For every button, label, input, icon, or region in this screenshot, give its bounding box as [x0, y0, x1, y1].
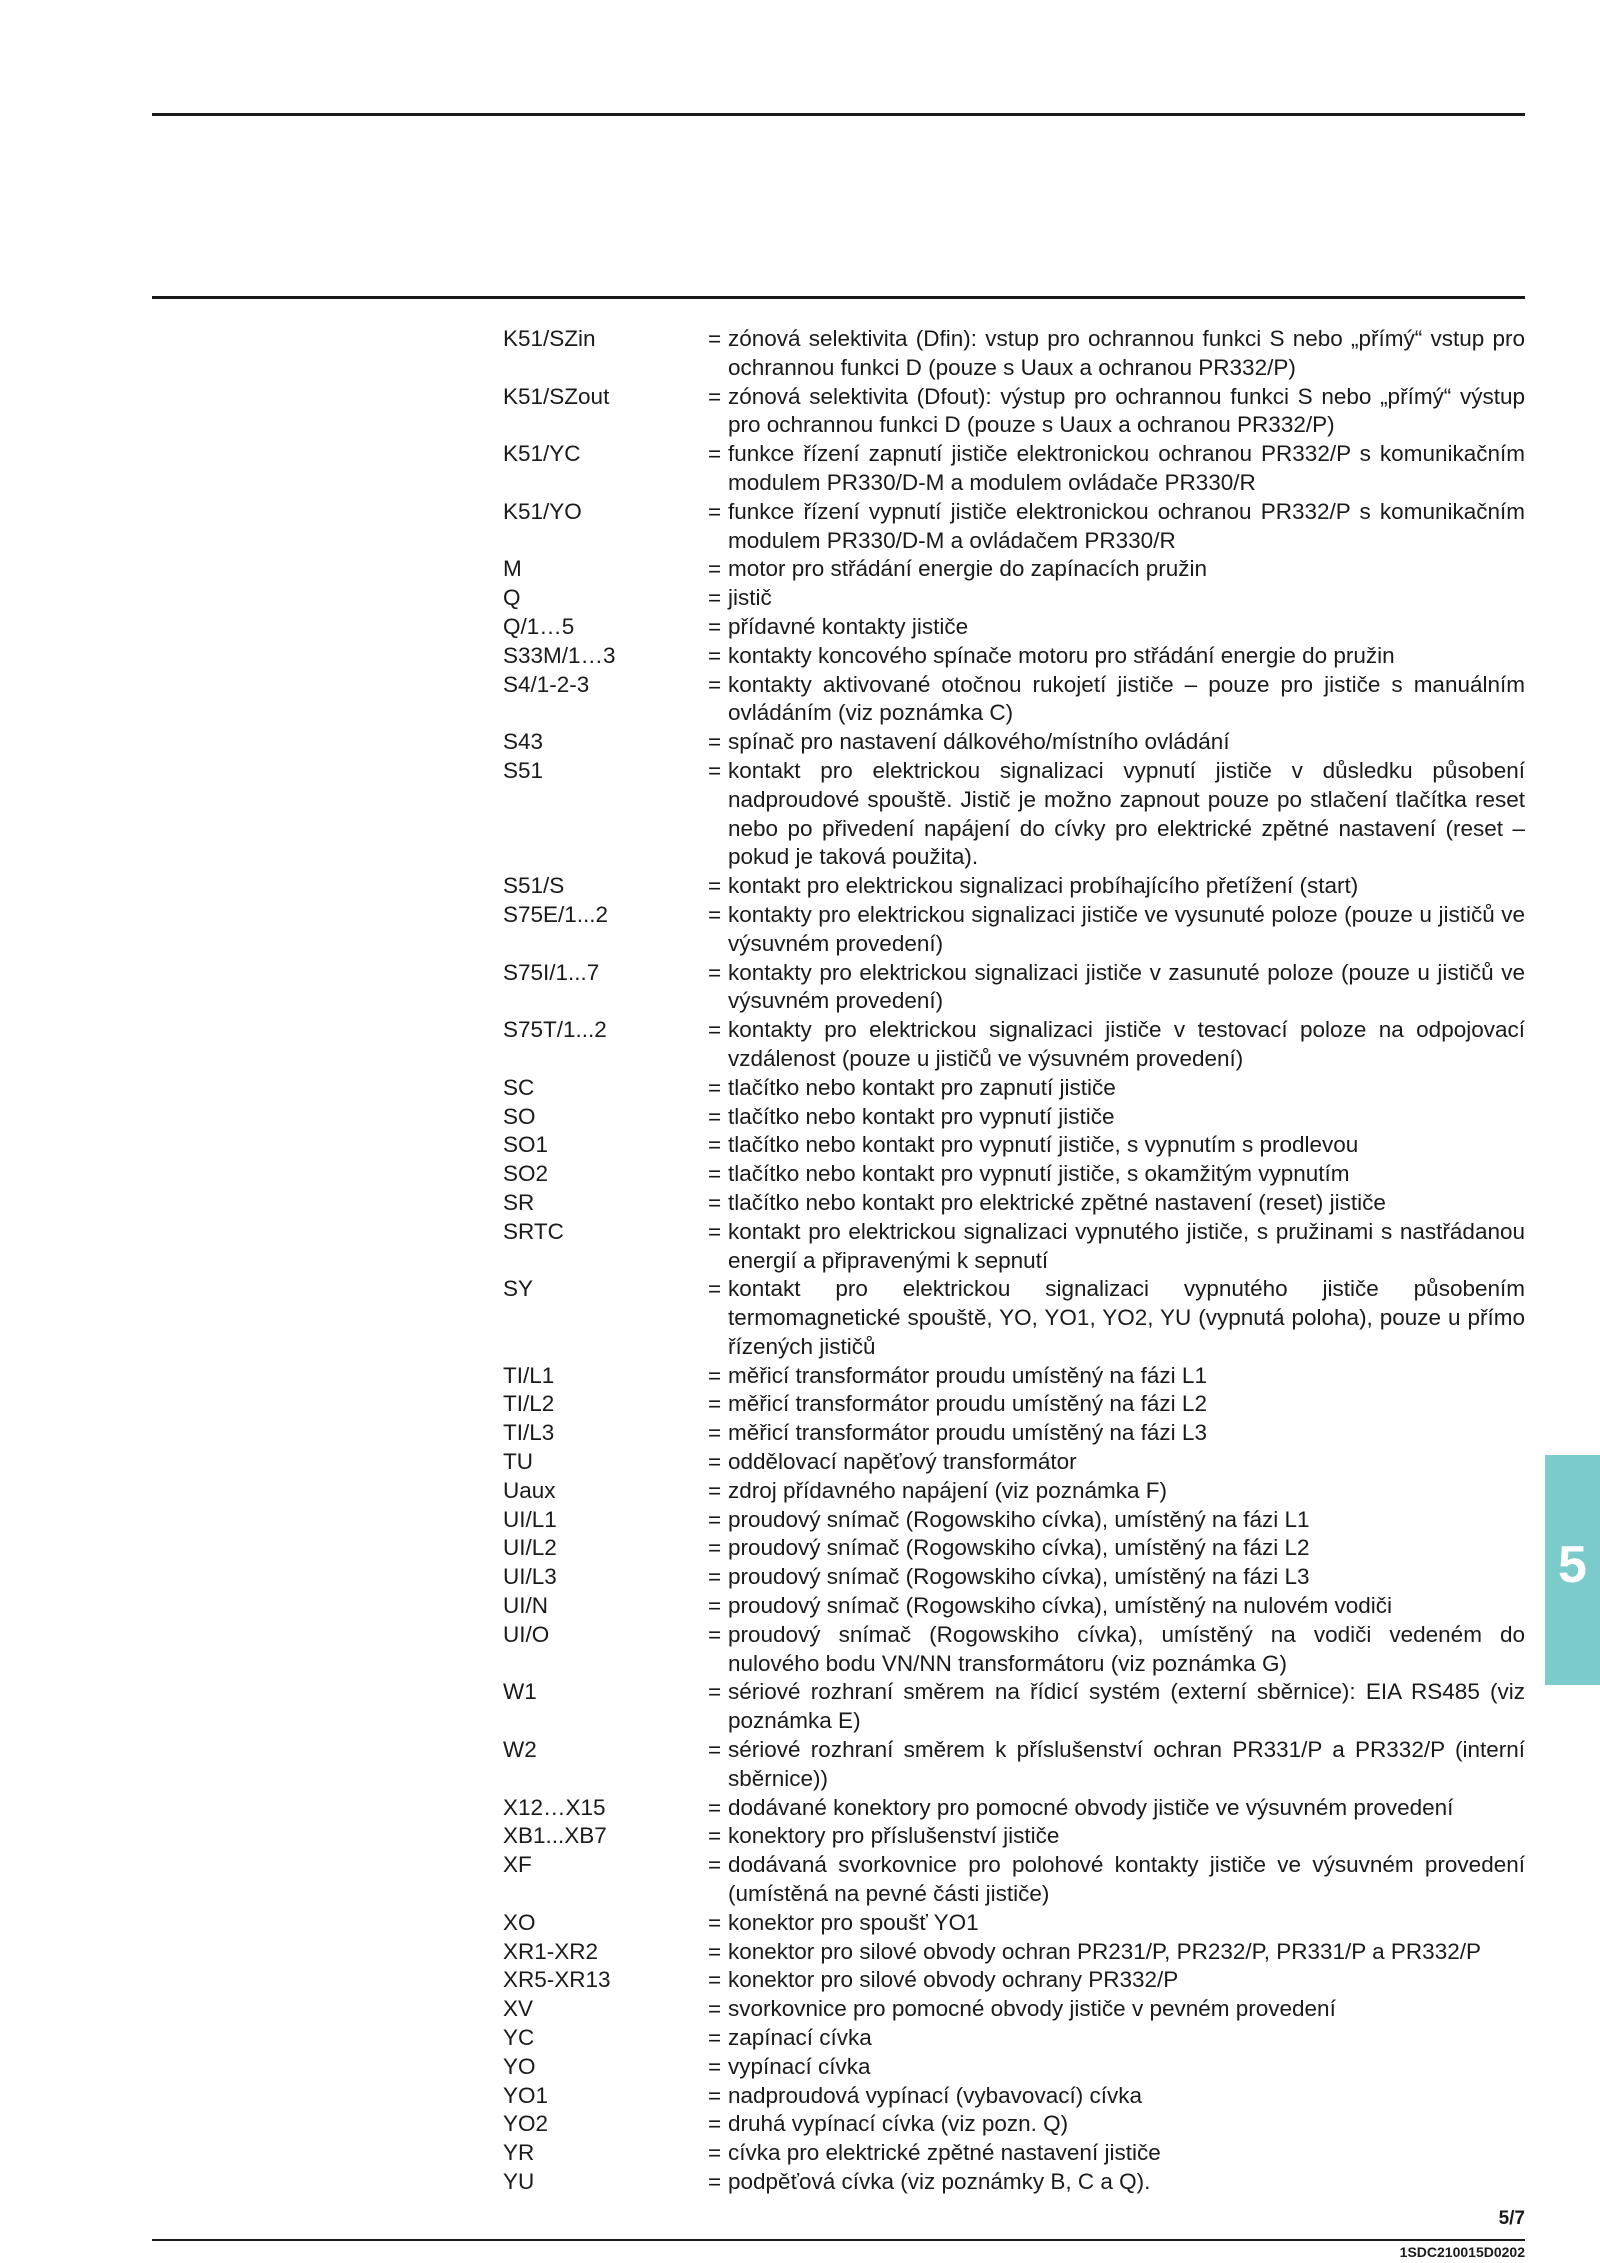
legend-code: UI/L2 [503, 1535, 557, 1561]
equals-sign: = [708, 1535, 722, 1561]
legend-description: tlačítko nebo kontakt pro vypnutí jističe, s okamžitým vypnutím [728, 1161, 1350, 1187]
legend-description: kontakty aktivované otočnou rukojetí jističe – pouze pro jističe s manuálním ovládáním (viz poznámka C) [728, 671, 1525, 726]
equals-sign: = [708, 1477, 722, 1503]
legend-description: spínač pro nastavení dálkového/místního ovládání [728, 729, 1230, 755]
legend-entry [503, 757, 1525, 872]
legend-code: S51/S [503, 873, 565, 899]
equals-sign: = [708, 1161, 722, 1187]
legend-description: dodávaná svorkovnice pro polohové kontakty jističe ve výsuvném provedení (umístěná na pevné části jističe) [728, 1852, 1525, 1907]
equals-sign: = [708, 2082, 722, 2108]
legend-entry [503, 1563, 1525, 1592]
equals-sign: = [708, 2025, 722, 2051]
legend-entry [503, 1131, 1525, 1160]
legend-code: UI/O [503, 1621, 550, 1647]
equals-sign: = [708, 326, 722, 351]
legend-entry [503, 901, 1525, 959]
legend-code: YO1 [503, 2082, 549, 2108]
legend-description: nadproudová vypínací (vybavovací) cívka [728, 2082, 1142, 2108]
legend-entry [503, 1678, 1525, 1736]
equals-sign: = [708, 1909, 722, 1935]
header-rule-top [152, 113, 1525, 116]
legend-code: TU [503, 1449, 533, 1475]
equals-sign: = [708, 1017, 722, 1043]
legend-code: YO [503, 2053, 536, 2079]
legend-code: M [503, 556, 522, 582]
legend-description: měřicí transformátor proudu umístěný na fázi L3 [728, 1420, 1207, 1446]
section-tab [1545, 1455, 1600, 1685]
equals-sign: = [708, 729, 722, 755]
legend-description: kontakt pro elektrickou signalizaci vypnutí jističe v důsledku působení nadproudové spouště. Jistič je možno zapnout pouze po stlačení tlačítka reset nebo po přivedení napájení do cívky pro elektrické zpětné nastavení (reset – pokud je taková použita). [728, 757, 1525, 870]
legend-code: X12…X15 [503, 1794, 606, 1820]
legend-code: XR5-XR13 [503, 1967, 611, 1993]
equals-sign: = [708, 2169, 722, 2194]
legend-entry [503, 642, 1525, 671]
equals-sign: = [708, 2140, 722, 2166]
legend-description: funkce řízení vypnutí jističe elektronickou ochranou PR332/P s komunikačním modulem PR330/D-M a ovládačem PR330/R [728, 498, 1525, 553]
equals-sign: = [708, 1362, 722, 1388]
legend-entry [503, 959, 1525, 1017]
legend-entry [503, 1621, 1525, 1679]
equals-sign: = [708, 1938, 722, 1964]
equals-sign: = [708, 873, 722, 899]
legend-code: YR [503, 2140, 535, 2166]
equals-sign: = [708, 1276, 722, 1302]
legend-entry [503, 1477, 1525, 1506]
legend-code: K51/YO [503, 498, 582, 524]
legend-description: konektor pro silové obvody ochrany PR332/P [728, 1967, 1179, 1993]
legend-entry [503, 1189, 1525, 1218]
legend-entry [503, 383, 1525, 441]
equals-sign: = [708, 1420, 722, 1446]
equals-sign: = [708, 383, 722, 409]
legend-entry [503, 2053, 1525, 2082]
legend-description: konektory pro příslušenství jističe [728, 1823, 1060, 1849]
legend-description: tlačítko nebo kontakt pro vypnutí jističe, s vypnutím s prodlevou [728, 1132, 1359, 1158]
header-rule-bottom [152, 296, 1525, 299]
legend-entry [503, 671, 1525, 729]
legend-description: tlačítko nebo kontakt pro vypnutí jističe [728, 1103, 1115, 1129]
legend-description: proudový snímač (Rogowskiho cívka), umístěný na fázi L1 [728, 1506, 1310, 1532]
legend-code: SO1 [503, 1132, 549, 1158]
legend-entry [503, 555, 1525, 584]
footer-rule [152, 2239, 1525, 2241]
legend-description: kontakt pro elektrickou signalizaci probíhajícího přetížení (start) [728, 873, 1359, 899]
equals-sign: = [708, 441, 722, 467]
legend-code: SY [503, 1276, 534, 1302]
legend-entry [503, 1506, 1525, 1535]
legend-entry [503, 1966, 1525, 1995]
legend-entry [503, 1074, 1525, 1103]
equals-sign: = [708, 585, 722, 611]
section-tab-number: 5 [1558, 1536, 1587, 1594]
legend-entry [503, 1851, 1525, 1909]
legend-entry [503, 1275, 1525, 1361]
legend-code: XR1-XR2 [503, 1938, 599, 1964]
legend-code: Uaux [503, 1477, 556, 1503]
page-number: 5/7 [1498, 2208, 1525, 2229]
legend-code: W2 [503, 1737, 537, 1763]
legend-description: měřicí transformátor proudu umístěný na fázi L2 [728, 1391, 1207, 1417]
equals-sign: = [708, 1218, 722, 1244]
legend-code: K51/SZin [503, 326, 596, 351]
equals-sign: = [708, 671, 722, 697]
equals-sign: = [708, 1967, 722, 1993]
legend-description: proudový snímač (Rogowskiho cívka), umístěný na vodiči vedeném do nulového bodu VN/NN transformátoru (viz poznámka G) [728, 1621, 1525, 1676]
legend-description: jistič [728, 585, 772, 611]
legend-description: zapínací cívka [728, 2025, 872, 2051]
equals-sign: = [708, 1391, 722, 1417]
legend-description: kontakty koncového spínače motoru pro střádání energie do pružin [728, 642, 1395, 668]
legend-code: SRTC [503, 1218, 564, 1244]
equals-sign: = [708, 1449, 722, 1475]
legend-entry [503, 613, 1525, 642]
equals-sign: = [708, 613, 722, 639]
legend-code: XB1...XB7 [503, 1823, 607, 1849]
legend-code: S75I/1...7 [503, 959, 600, 985]
legend-code: TI/L1 [503, 1362, 555, 1388]
legend-description: kontakty pro elektrickou signalizaci jističe v testovací poloze na odpojovací vzdálenost (pouze u jističů ve výsuvném provedení) [728, 1017, 1525, 1071]
legend-entry [503, 872, 1525, 901]
legend-description: sériové rozhraní směrem k příslušenství ochran PR331/P a PR332/P (interní sběrnice)) [728, 1737, 1525, 1791]
legend-description: přídavné kontakty jističe [728, 613, 969, 639]
legend-description: vypínací cívka [728, 2053, 871, 2079]
legend-entry [503, 584, 1525, 613]
legend-entry [503, 1794, 1525, 1823]
equals-sign: = [708, 1794, 722, 1820]
legend-entry [503, 1419, 1525, 1448]
equals-sign: = [708, 1852, 722, 1878]
legend-entry [503, 1390, 1525, 1419]
legend-description: funkce řízení zapnutí jističe elektronickou ochranou PR332/P s komunikačním modulem PR330/D-M a modulem ovládače PR330/R [728, 441, 1525, 495]
legend-code: XO [503, 1909, 536, 1935]
legend-description: proudový snímač (Rogowskiho cívka), umístěný na fázi L3 [728, 1564, 1310, 1590]
equals-sign: = [708, 901, 722, 927]
legend-description: cívka pro elektrické zpětné nastavení jističe [728, 2140, 1161, 2166]
legend-entry [503, 728, 1525, 757]
legend-code: S43 [503, 729, 544, 755]
legend-code: SC [503, 1074, 535, 1100]
equals-sign: = [708, 959, 722, 985]
legend-description: sériové rozhraní směrem na řídicí systém (externí sběrnice): EIA RS485 (viz poznámka E) [728, 1679, 1525, 1734]
legend-code: K51/YC [503, 441, 581, 467]
equals-sign: = [708, 1189, 722, 1215]
legend-description: tlačítko nebo kontakt pro zapnutí jističe [728, 1074, 1116, 1100]
legend-code: S75E/1...2 [503, 901, 609, 927]
legend-description: dodávané konektory pro pomocné obvody jističe ve výsuvném provedení [728, 1794, 1454, 1820]
equals-sign: = [708, 1593, 722, 1619]
legend-code: Q/1…5 [503, 613, 575, 639]
legend-entry [503, 498, 1525, 556]
legend-code: S4/1-2-3 [503, 671, 590, 697]
legend-code: W1 [503, 1679, 537, 1705]
legend-entry [503, 1822, 1525, 1851]
legend-entry [503, 1362, 1525, 1391]
legend-code: S51 [503, 757, 544, 783]
legend-entry [503, 2139, 1525, 2168]
equals-sign: = [708, 642, 722, 668]
legend-list [503, 325, 1525, 2197]
legend-entry [503, 1995, 1525, 2024]
legend-code: YO2 [503, 2111, 549, 2137]
legend-description: svorkovnice pro pomocné obvody jističe v pevném provedení [728, 1996, 1336, 2022]
legend-description: kontakty pro elektrickou signalizaci jističe v zasunuté poloze (pouze u jističů ve výsuvném provedení) [728, 959, 1525, 1014]
legend-entry [503, 1160, 1525, 1189]
legend-description: konektor pro silové obvody ochran PR231/P, PR232/P, PR331/P a PR332/P [728, 1938, 1481, 1964]
equals-sign: = [708, 1996, 722, 2022]
legend-entry [503, 325, 1525, 383]
document-code: 1SDC210015D0202 [1399, 2244, 1525, 2260]
legend-description: proudový snímač (Rogowskiho cívka), umístěný na nulovém vodiči [728, 1593, 1393, 1619]
legend-entry [503, 1016, 1525, 1074]
legend-entry [503, 2024, 1525, 2053]
legend-code: XF [503, 1852, 532, 1878]
legend-description: kontakt pro elektrickou signalizaci vypnutého jističe, s pružinami s nastřádanou energií a připravenými k sepnutí [728, 1218, 1525, 1273]
legend-code: UI/N [503, 1593, 548, 1619]
legend-code: S33M/1…3 [503, 642, 616, 668]
legend-code: SR [503, 1189, 535, 1215]
legend-entry [503, 2082, 1525, 2111]
legend-entry [503, 1938, 1525, 1967]
legend-description: motor pro střádání energie do zapínacích pružin [728, 556, 1208, 582]
legend-code: Q [503, 585, 521, 611]
equals-sign: = [708, 1823, 722, 1849]
legend-code: YU [503, 2169, 535, 2194]
legend-entry [503, 1448, 1525, 1477]
legend-description: podpěťová cívka (viz poznámky B, C a Q). [728, 2169, 1151, 2194]
equals-sign: = [708, 498, 722, 524]
equals-sign: = [708, 757, 722, 783]
legend-description: proudový snímač (Rogowskiho cívka), umístěný na fázi L2 [728, 1535, 1310, 1561]
equals-sign: = [708, 1737, 722, 1763]
equals-sign: = [708, 556, 722, 582]
legend-entry [503, 1103, 1525, 1132]
legend-code: S75T/1...2 [503, 1017, 607, 1043]
legend-entry [503, 1218, 1525, 1276]
equals-sign: = [708, 1506, 722, 1532]
legend-description: zdroj přídavného napájení (viz poznámka F) [728, 1477, 1167, 1503]
legend-code: TI/L3 [503, 1420, 555, 1446]
legend-description: zónová selektivita (Dfout): výstup pro ochrannou funkci S nebo „přímý“ výstup pro ochrannou funkci D (pouze s Uaux a ochranou PR332/P) [728, 383, 1525, 438]
legend-code: K51/SZout [503, 383, 610, 409]
legend-code: UI/L1 [503, 1506, 557, 1532]
equals-sign: = [708, 2053, 722, 2079]
equals-sign: = [708, 1074, 722, 1100]
legend-description: kontakty pro elektrickou signalizaci jističe ve vysunuté poloze (pouze u jističů ve výsuvném provedení) [728, 901, 1525, 956]
legend-code: XV [503, 1996, 534, 2022]
equals-sign: = [708, 1621, 722, 1647]
equals-sign: = [708, 1564, 722, 1590]
legend-description: měřicí transformátor proudu umístěný na fázi L1 [728, 1362, 1207, 1388]
legend-description: druhá vypínací cívka (viz pozn. Q) [728, 2111, 1069, 2137]
legend-description: tlačítko nebo kontakt pro elektrické zpětné nastavení (reset) jističe [728, 1189, 1386, 1215]
legend-code: SO [503, 1103, 536, 1129]
legend-entry [503, 2110, 1525, 2139]
legend-entry [503, 1909, 1525, 1938]
legend-description: oddělovací napěťový transformátor [728, 1449, 1077, 1475]
legend-code: UI/L3 [503, 1564, 557, 1590]
legend-code: YC [503, 2025, 535, 2051]
legend-entry [503, 440, 1525, 498]
equals-sign: = [708, 1679, 722, 1705]
legend-description: kontakt pro elektrickou signalizaci vypnutého jističe působením termomagnetické spouště, YO, YO1, YO2, YU (vypnutá poloha), pouze u přímo řízených jističů [728, 1276, 1525, 1359]
legend-description: konektor pro spoušť YO1 [728, 1909, 979, 1935]
legend-entry [503, 1534, 1525, 1563]
legend-description: zónová selektivita (Dfin): vstup pro ochrannou funkci S nebo „přímý“ vstup pro ochrannou funkci D (pouze s Uaux a ochranou PR332/P) [728, 326, 1525, 380]
equals-sign: = [708, 2111, 722, 2137]
legend-code: TI/L2 [503, 1391, 555, 1417]
legend-entry [503, 1736, 1525, 1794]
legend-entry [503, 1592, 1525, 1621]
legend-code: SO2 [503, 1161, 549, 1187]
legend-entry [503, 2168, 1525, 2197]
equals-sign: = [708, 1103, 722, 1129]
equals-sign: = [708, 1132, 722, 1158]
